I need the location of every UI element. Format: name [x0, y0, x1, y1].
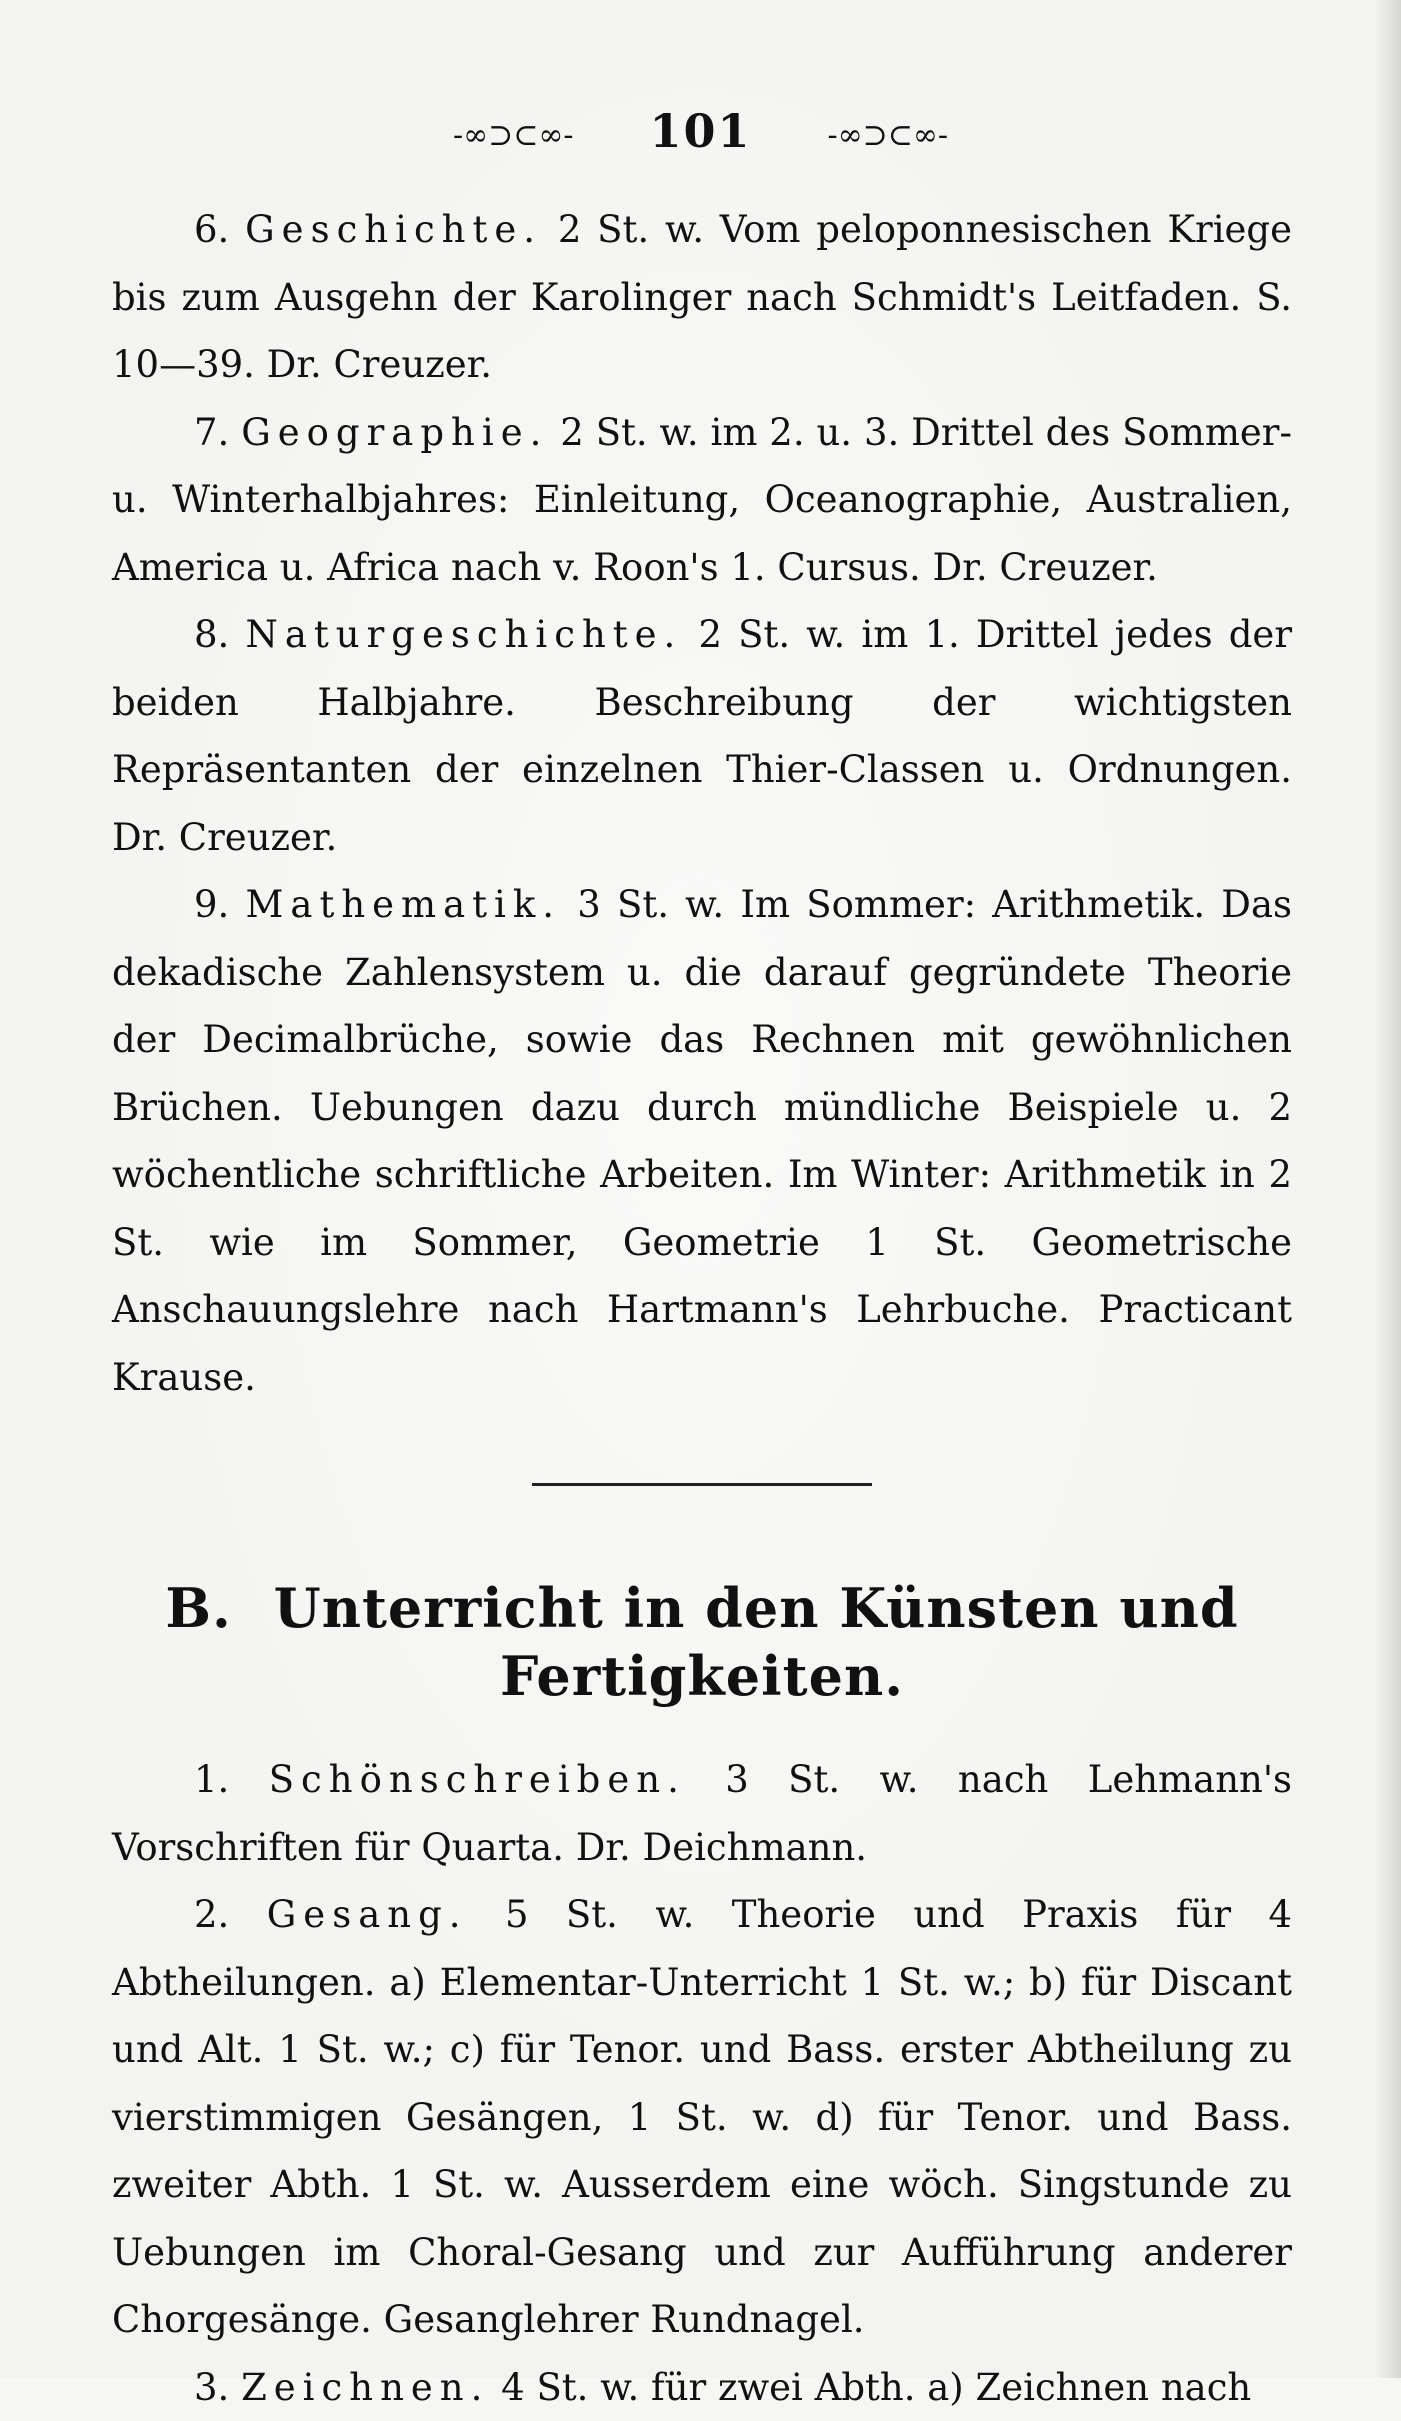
item-number: 3. [194, 2366, 229, 2409]
page-number: 101 [649, 104, 751, 158]
item-number: 7. [194, 411, 229, 454]
item-title: Zeichnen. [241, 2366, 489, 2409]
list-item [112, 1881, 1292, 2354]
list-item [112, 2354, 1292, 2421]
item-title: Geographie. [241, 411, 548, 454]
item-text: 5 St. w. Theorie und Praxis für 4 Abtheilungen. a) Elementar-Unterricht 1 St. w.; b) für Discant und Alt. 1 St. w.; c) für Tenor. und Bass. erster Abtheilung zu vierstimmigen Gesängen, 1 St. w. d) für Tenor. und Bass. zweiter Abth. 1 St. w. Ausserdem eine wöch. Singstunde zu Uebungen im Choral-Gesang und zur Aufführung anderer Chorgesänge. Gesanglehrer Rundnagel. [112, 1893, 1292, 2341]
item-title: Schönschreiben. [269, 1758, 686, 1801]
section-title-text: Unterricht in den Künsten und Fertigkeiten. [274, 1576, 1239, 1708]
item-number: 1. [194, 1758, 229, 1801]
section-divider [532, 1483, 872, 1486]
section-letter: B. [165, 1576, 231, 1640]
item-number: 6. [194, 208, 229, 251]
item-title: Geschichte. [245, 208, 542, 251]
section-heading [112, 1574, 1292, 1710]
page-gutter-shadow [1375, 0, 1401, 2378]
item-text: 3 St. w. nach Lehmann's Vorschriften für Quarta. Dr. Deichmann. [112, 1758, 1292, 1869]
item-text: 4 St. w. für zwei Abth. a) Zeichnen nach [501, 2366, 1251, 2409]
list-item [112, 601, 1292, 871]
item-number: 8. [194, 613, 229, 656]
list-item [112, 871, 1292, 1411]
list-item [112, 399, 1292, 602]
item-text: 3 St. w. Im Sommer: Arithmetik. Das dekadische Zahlensystem u. die darauf gegründete Theorie der Decimalbrüche, sowie das Rechnen mit gewöhnlichen Brüchen. Uebungen dazu durch mündliche Beispiele u. 2 wöchentliche schriftliche Arbeiten. Im Winter: Arithmetik in 2 St. wie im Sommer, Geometrie 1 St. Geometrische Anschauungslehre nach Hartmann's Lehrbuche. Practicant Krause. [112, 883, 1292, 1399]
page-header [0, 104, 1401, 158]
item-title: Naturgeschichte. [245, 613, 682, 656]
main-text [112, 196, 1292, 2421]
item-title: Gesang. [267, 1893, 468, 1936]
item-text: 2 St. w. im 1. Drittel jedes der beiden Halbjahre. Beschreibung der wichtigsten Repräsentanten der einzelnen Thier-Classen u. Ordnungen. Dr. Creuzer. [112, 613, 1292, 859]
header-ornament-right: -∞⊃⊂∞- [828, 118, 949, 153]
item-number: 2. [194, 1893, 229, 1936]
list-item [112, 196, 1292, 399]
item-title: Mathematik. [246, 883, 562, 926]
list-item [112, 1746, 1292, 1881]
item-text: 2 St. w. im 2. u. 3. Drittel des Sommer- u. Winterhalbjahres: Einleitung, Oceanographie, Australien, America u. Africa nach v. Roon's 1. Cursus. Dr. Creuzer. [112, 411, 1292, 589]
item-number: 9. [194, 883, 229, 926]
header-ornament-left: -∞⊃⊂∞- [453, 118, 574, 153]
item-text: 2 St. w. Vom peloponnesischen Kriege bis zum Ausgehn der Karolinger nach Schmidt's Leitfaden. S. 10—39. Dr. Creuzer. [112, 208, 1292, 386]
